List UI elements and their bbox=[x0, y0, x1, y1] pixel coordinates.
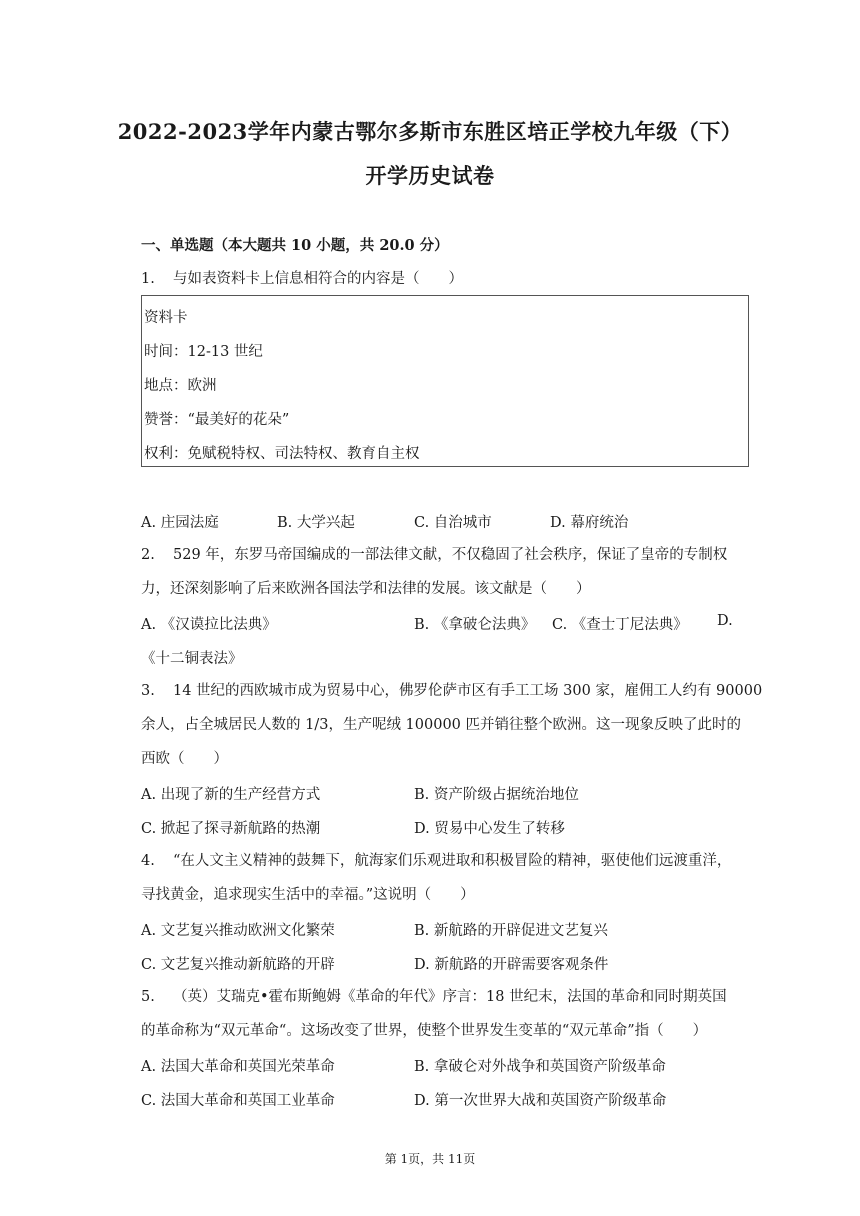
option-d: D. 幕府统治 bbox=[550, 515, 629, 531]
question-4-line-2: 寻找黄金，追求现实生活中的幸福。”这说明（ ） bbox=[141, 887, 475, 903]
section-heading: 一、单选题（本大题共 10 小题，共 20.0 分） bbox=[141, 237, 449, 254]
info-card-praise: 赞誉：“最美好的花朵” bbox=[144, 412, 290, 428]
option-b: B. 大学兴起 bbox=[277, 515, 355, 531]
info-card-title: 资料卡 bbox=[144, 310, 188, 326]
question-5-line-2: 的革命称为“双元革命“。这场改变了世界，使整个世界发生变革的“双元革命”指（ ） bbox=[141, 1023, 708, 1039]
info-card-time: 时间：12-13 世纪 bbox=[144, 344, 263, 360]
question-1 bbox=[141, 269, 749, 289]
option-c: C. 掀起了探寻新航路的热潮 bbox=[141, 821, 321, 837]
option-c: C. 自治城市 bbox=[414, 515, 492, 531]
question-2 bbox=[141, 545, 749, 565]
option-a: A. 文艺复兴推动欧洲文化繁荣 bbox=[141, 923, 335, 939]
question-number: 5. bbox=[141, 989, 155, 1005]
option-b: B. 拿破仑对外战争和英国资产阶级革命 bbox=[414, 1059, 666, 1075]
info-card bbox=[141, 295, 749, 467]
page-number: 第 1页，共 11页 bbox=[384, 1152, 476, 1166]
option-a: A. 《汉谟拉比法典》 bbox=[141, 617, 277, 633]
info-card-place: 地点：欧洲 bbox=[144, 378, 217, 394]
exam-title-line-2: 开学历史试卷 bbox=[365, 163, 495, 188]
option-c: C. 法国大革命和英国工业革命 bbox=[141, 1093, 335, 1109]
question-text: 14 世纪的西欧城市成为贸易中心，佛罗伦萨市区有手工工场 300 家，雇佣工人约有 90000 bbox=[173, 683, 763, 699]
option-c: C. 《查士丁尼法典》 bbox=[552, 617, 688, 633]
option-a: A. 出现了新的生产经营方式 bbox=[141, 787, 321, 803]
question-number: 3. bbox=[141, 683, 155, 699]
question-text: （英）艾瑞克•霍布斯鲍姆《革命的年代》序言：18 世纪末，法国的革命和同时期英国 bbox=[173, 989, 727, 1005]
question-3-line-3: 西欧（ ） bbox=[141, 751, 228, 767]
option-d: D. 贸易中心发生了转移 bbox=[414, 821, 565, 837]
question-number: 1. bbox=[141, 271, 155, 287]
option-d: D. 新航路的开辟需要客观条件 bbox=[414, 957, 609, 973]
question-text: 与如表资料卡上信息相符合的内容是（ ） bbox=[173, 271, 463, 287]
option-d-text: 《十二铜表法》 bbox=[141, 651, 243, 667]
question-text: “在人文主义精神的鼓舞下，航海家们乐观进取和积极冒险的精神，驱使他们远渡重洋， bbox=[173, 853, 732, 869]
question-3 bbox=[141, 681, 763, 701]
option-b: B. 资产阶级占据统治地位 bbox=[414, 787, 579, 803]
question-number: 4. bbox=[141, 853, 155, 869]
question-number: 2. bbox=[141, 547, 155, 563]
option-a: A. 法国大革命和英国光荣革命 bbox=[141, 1059, 335, 1075]
info-card-rights: 权利：免赋税特权、司法特权、教育自主权 bbox=[144, 446, 420, 462]
option-d-label: D. bbox=[717, 613, 733, 629]
question-4 bbox=[141, 851, 749, 871]
question-2-line-2: 力，还深刻影响了后来欧洲各国法学和法律的发展。该文献是（ ） bbox=[141, 581, 591, 597]
option-b: B. 新航路的开辟促进文艺复兴 bbox=[414, 923, 608, 939]
option-d: D. 第一次世界大战和英国资产阶级革命 bbox=[414, 1093, 667, 1109]
question-3-line-2: 余人，占全城居民人数的 1/3，生产呢绒 100000 匹并销往整个欧洲。这一现象反映了此时的 bbox=[141, 717, 742, 733]
option-a: A. 庄园法庭 bbox=[141, 515, 219, 531]
option-b: B. 《拿破仑法典》 bbox=[414, 617, 536, 633]
question-5 bbox=[141, 987, 749, 1007]
option-c: C. 文艺复兴推动新航路的开辟 bbox=[141, 957, 335, 973]
exam-title-line-1: 2022-2023学年内蒙古鄂尔多斯市东胜区培正学校九年级（下） bbox=[117, 119, 743, 144]
question-text: 529 年，东罗马帝国编成的一部法律文献，不仅稳固了社会秩序，保证了皇帝的专制权 bbox=[173, 547, 728, 563]
